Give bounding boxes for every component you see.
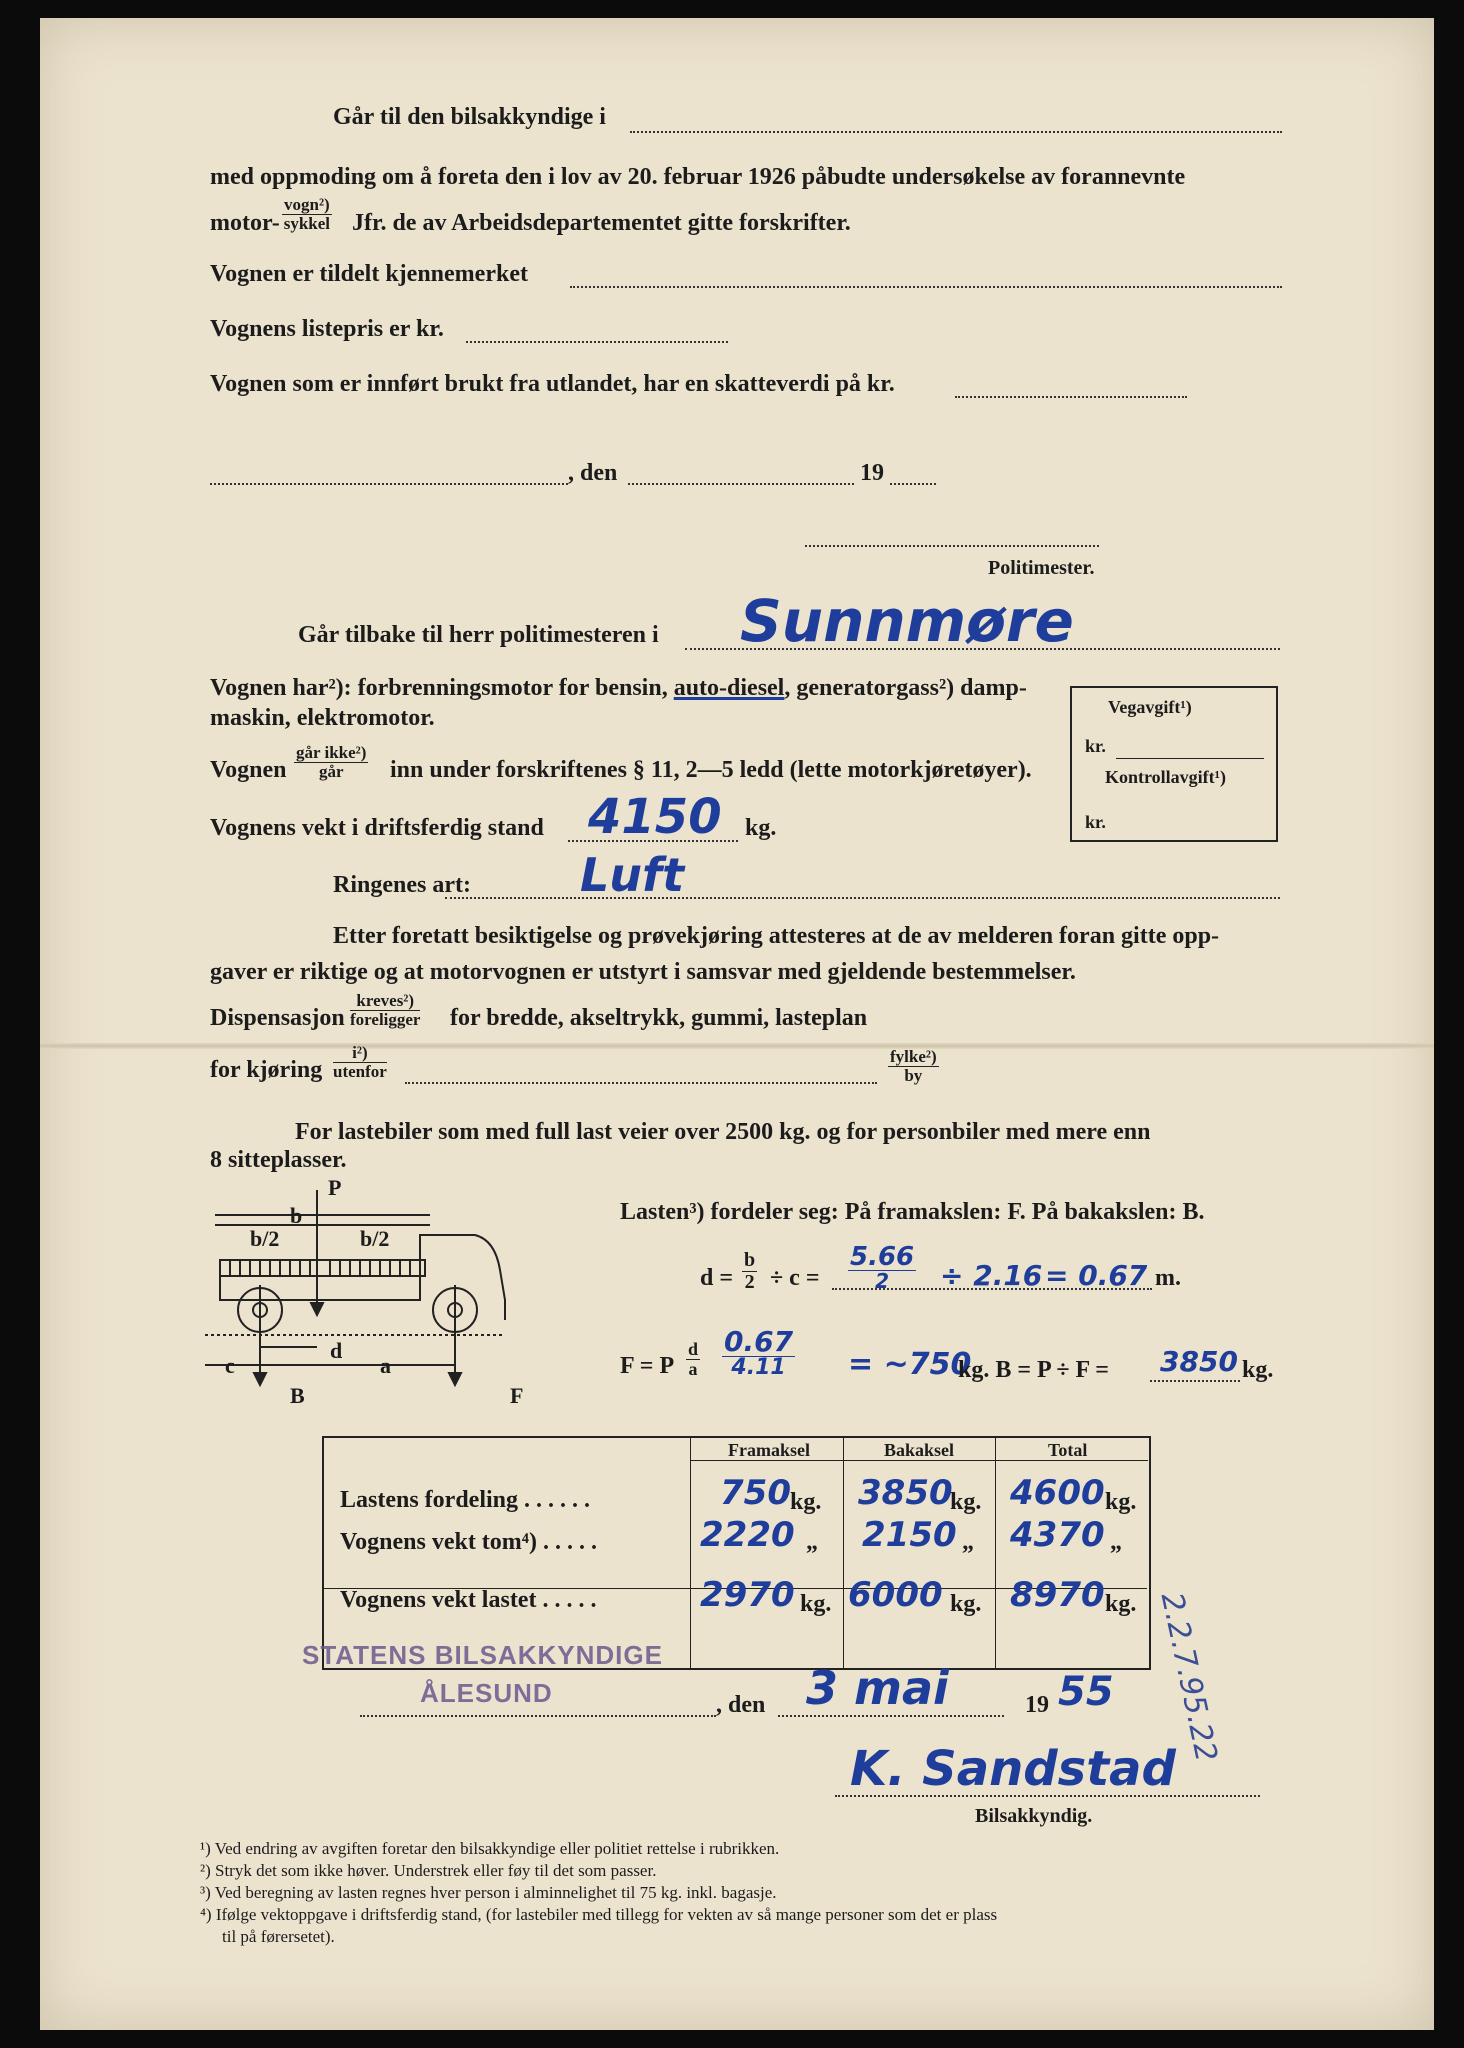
row-lastet-unit-2: kg.: [950, 1591, 982, 1617]
signoff-year-prefix: 19: [1025, 1692, 1049, 1718]
handwritten-tires: Luft: [580, 848, 685, 902]
foreligger-option: foreligger: [350, 1009, 421, 1029]
utenfor-option: utenfor: [333, 1061, 387, 1081]
row-lastens-framaksel: 750: [720, 1473, 791, 1513]
row-tom-bakaksel: 2150: [862, 1515, 957, 1555]
handwritten-B: 3850: [1160, 1345, 1238, 1378]
arrow-P-head: [311, 1303, 323, 1315]
weight-unit: kg.: [745, 815, 777, 841]
kg-B-eq: kg. B = P ÷ F =: [958, 1357, 1109, 1383]
a-denominator: a: [688, 1358, 698, 1379]
skatteverdi-field[interactable]: [955, 396, 1187, 398]
handwritten-F-fraction: [722, 1325, 795, 1380]
attest-line-2: gaver er riktige og at motorvognen er utstyrt i samsvar med gjeldende bestemmelser.: [210, 959, 1076, 985]
vogn-sykkel-fraction: [282, 196, 332, 233]
diagram-label-P: P: [328, 1175, 342, 1200]
kg-end: kg.: [1242, 1357, 1274, 1383]
b-over-2: [742, 1250, 757, 1293]
place-field-1[interactable]: [210, 483, 568, 485]
row-lastens-bakaksel: 3850: [858, 1473, 953, 1513]
row-lastet-unit-3: kg.: [1105, 1591, 1137, 1617]
dispensasjon-label: Dispensasjon: [210, 1005, 345, 1031]
vogn-option: vogn²): [284, 195, 330, 214]
gaar-ikke-option: går ikke²): [296, 743, 367, 762]
handwritten-date: 3 mai: [806, 1661, 949, 1715]
signoff-place-field[interactable]: [360, 1715, 716, 1717]
diagram-label-b: b: [290, 1203, 303, 1228]
row-lastet-framaksel: 2970: [700, 1575, 795, 1615]
politimester-signature-field[interactable]: [805, 545, 1099, 547]
lastebiler-line-1: For lastebiler som med full last veier over 2500 kg. og for personbiler med mere enn: [295, 1119, 1151, 1145]
header-bakaksel: Bakaksel: [884, 1440, 955, 1460]
vognen-label: Vognen: [210, 757, 287, 783]
m-unit: m.: [1155, 1265, 1181, 1291]
i-utenfor-fraction: [333, 1044, 387, 1081]
row-lastens-unit-1: kg.: [790, 1489, 822, 1515]
b-numerator: b: [744, 1249, 756, 1271]
diagram-label-b2-right: b/2: [360, 1226, 390, 1251]
header-framaksel: Framaksel: [728, 1440, 810, 1460]
handwritten-c: ÷ 2.16: [940, 1259, 1043, 1292]
kontrollavgift-kr: kr.: [1085, 812, 1106, 832]
diagram-label-B: B: [290, 1383, 305, 1408]
by-option: by: [904, 1065, 923, 1085]
row-lastens-unit-3: kg.: [1105, 1489, 1137, 1515]
stamp-line-2: ÅLESUND: [420, 1678, 553, 1708]
tires-label: Ringenes art:: [333, 872, 471, 898]
year-prefix-1: 19: [860, 460, 884, 486]
fylke-option: fylke²): [890, 1047, 937, 1066]
regs-text: inn under forskriftenes § 11, 2—5 ledd (lette motorkjøretøyer).: [390, 757, 1032, 783]
diagram-label-d: d: [330, 1338, 343, 1363]
b-denominator: 2: [744, 1271, 755, 1293]
gaar-til-field[interactable]: [630, 131, 1282, 133]
motor-prefix: motor-: [210, 210, 280, 236]
handwritten-signature: K. Sandstad: [850, 1741, 1176, 1797]
signoff-den: , den: [716, 1692, 766, 1718]
d-numerator: d: [688, 1339, 699, 1359]
innfort-label: Vognen som er innført brukt fra utlandet, har en skatteverdi på kr.: [210, 371, 895, 397]
row-tom-framaksel: 2220: [700, 1515, 795, 1555]
year-field-1[interactable]: [890, 483, 936, 485]
gaar-til-label: Går til den bilsakkyndige i: [333, 104, 606, 130]
row-tom-total: 4370: [1010, 1515, 1105, 1555]
footnote-4-cont: til på førersetet).: [222, 1927, 335, 1946]
dispensasjon-text: for bredde, akseltrykk, gummi, lasteplan: [450, 1005, 868, 1031]
row-lastens-total: 4600: [1010, 1473, 1105, 1513]
sykkel-option: sykkel: [283, 213, 330, 233]
B-value-field[interactable]: [1150, 1380, 1240, 1382]
kreves-option: kreves²): [350, 992, 420, 1011]
d-eq: d =: [700, 1265, 734, 1291]
for-kjoring-label: for kjøring: [210, 1057, 323, 1083]
handwritten-year: 55: [1058, 1669, 1114, 1715]
vegavgift-kr: kr.: [1085, 736, 1106, 756]
row-lastet-total: 8970: [1010, 1575, 1105, 1615]
kjoring-field[interactable]: [405, 1082, 877, 1084]
diagram-label-c: c: [225, 1353, 235, 1378]
diagram-label-b2-left: b/2: [250, 1226, 280, 1251]
footnote-2: ²) Stryk det som ikke høver. Understrek eller føy til det som passer.: [200, 1861, 657, 1880]
politimester-label: Politimester.: [988, 557, 1095, 579]
engine-selected-diesel: auto-diesel: [673, 675, 785, 701]
gaar-fraction: [294, 744, 368, 781]
i-option: i²): [333, 1044, 387, 1063]
weight-label: Vognens vekt i driftsferdig stand: [210, 815, 544, 841]
row-lastens-label: Lastens fordeling . . . . . .: [340, 1487, 591, 1513]
tires-field[interactable]: [445, 897, 1280, 899]
row-tom-unit-1: „: [806, 1529, 818, 1555]
fold-crease: [40, 1043, 1434, 1049]
diagram-label-F: F: [510, 1383, 524, 1408]
handwritten-weight: 4150: [588, 789, 722, 845]
listepris-label: Vognens listepris er kr.: [210, 316, 444, 342]
row-lastet-label: Vognens vekt lastet . . . . .: [340, 1587, 597, 1613]
handwritten-d: = 0.67: [1045, 1259, 1148, 1292]
date-field-1[interactable]: [628, 483, 854, 485]
header-total: Total: [1048, 1440, 1088, 1460]
fylke-by-fraction: [888, 1048, 939, 1085]
attest-line-1: Etter foretatt besiktigelse og prøvekjøring attesteres at de av melderen foran gitte opp-: [333, 923, 1220, 949]
signoff-date-field[interactable]: [778, 1715, 1004, 1717]
vegavgift-label: Vegavgift¹): [1108, 697, 1192, 717]
engine-text-a: Vognen har²): forbrenningsmotor for bensin,: [210, 675, 674, 701]
row-lastens-unit-2: kg.: [950, 1489, 982, 1515]
gaar-option: går: [318, 761, 344, 781]
footnote-4: ⁴) Ifølge vektoppgave i driftsferdig stand, (for lastebiler med tillegg for vekten av så mange personer som det er plass: [200, 1905, 998, 1924]
engine-line-2: maskin, elektromotor.: [210, 705, 435, 731]
listepris-field[interactable]: [466, 341, 728, 343]
kjennemerket-label: Vognen er tildelt kjennemerket: [210, 261, 528, 287]
row-tom-label: Vognens vekt tom⁴) . . . . .: [340, 1529, 597, 1555]
handwritten-f1: 0.67: [724, 1325, 794, 1358]
axle-load-diagram: [205, 1175, 575, 1415]
jfr-text: Jfr. de av Arbeidsdepartementet gitte forskrifter.: [352, 210, 851, 236]
handwritten-f2: 4.11: [731, 1355, 786, 1380]
den-label-1: , den: [568, 460, 618, 486]
margin-note: 2.2.7.95.22: [1153, 1589, 1224, 1765]
lasten-text: Lasten³) fordeler seg: På framakslen: F. På bakakslen: B.: [620, 1199, 1205, 1225]
engine-line-1: [210, 676, 1027, 700]
handwritten-b-fraction: [848, 1244, 916, 1291]
kreves-fraction: [350, 992, 420, 1029]
stamp-line-1: STATENS BILSAKKYNDIGE: [302, 1640, 663, 1670]
engine-text-c: , generatorgass²) damp-: [784, 675, 1027, 701]
footnote-1: ¹) Ved endring av avgiften foretar den bilsakkyndige eller politiet rettelse i rubrikken.: [200, 1839, 780, 1858]
kontrollavgift-label: Kontrollavgift¹): [1105, 767, 1227, 787]
d-over-a: [686, 1340, 700, 1379]
handwritten-2: 2: [875, 1269, 890, 1293]
minus-c: ÷ c =: [770, 1265, 820, 1291]
bilsakkyndig-label: Bilsakkyndig.: [975, 1805, 1093, 1827]
F-eq: F = P: [620, 1353, 675, 1379]
handwritten-F: = ~750: [848, 1347, 972, 1382]
handwritten-place: Sunnmøre: [740, 587, 1074, 655]
med-oppmoding-text: med oppmoding om å foreta den i lov av 20. februar 1926 påbudte undersøkelse av forannevnte: [210, 164, 1186, 190]
row-lastet-unit-1: kg.: [800, 1591, 832, 1617]
row-tom-unit-2: „: [962, 1529, 974, 1555]
diagram-label-a: a: [380, 1353, 391, 1378]
row-lastet-bakaksel: 6000: [848, 1575, 943, 1615]
row-tom-unit-3: „: [1110, 1529, 1122, 1555]
lastebiler-line-2: 8 sitteplasser.: [210, 1147, 347, 1173]
gaar-tilbake-label: Går tilbake til herr politimesteren i: [298, 622, 659, 648]
handwritten-b: 5.66: [850, 1242, 915, 1272]
footnote-3: ³) Ved beregning av lasten regnes hver person i alminnelighet til 75 kg. inkl. bagasje.: [200, 1883, 777, 1902]
vegavgift-field[interactable]: [1116, 758, 1264, 759]
kjennemerket-field[interactable]: [570, 286, 1282, 288]
